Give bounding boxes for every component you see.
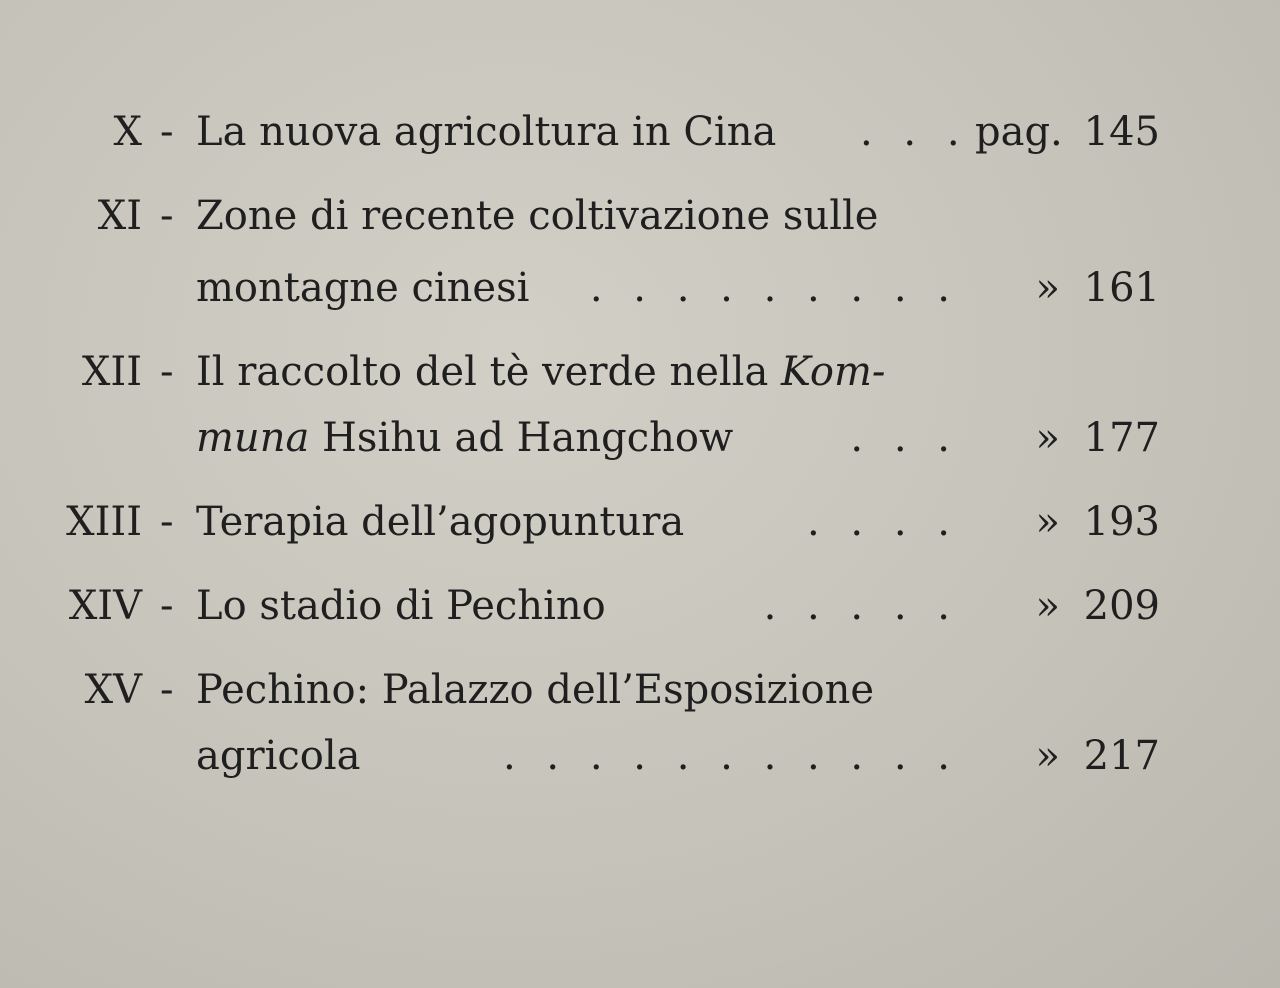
chapter-title-italic: muna (196, 415, 310, 461)
chapter-title: Zone di recente coltivazione sulle (196, 193, 879, 239)
chapter-title (196, 342, 885, 402)
chapter-numeral: XIII (66, 499, 142, 545)
chapter-title-text: Hsihu ad Hangchow (309, 415, 734, 461)
toc-entry-xii-line-2 (0, 408, 1280, 468)
chapter-title-continued: montagne cinesi (196, 265, 530, 311)
dot-leader: . . . . (806, 499, 950, 545)
separator: - (160, 499, 174, 545)
page-number: 209 (1083, 583, 1160, 629)
chapter-numeral: XIV (68, 583, 142, 629)
page-marker: » (1035, 499, 1060, 545)
page-marker: » (1035, 415, 1060, 461)
dot-leader: . . . (850, 415, 950, 461)
chapter-numeral: X (113, 109, 142, 155)
separator: - (160, 667, 174, 713)
toc-entry-xiv (0, 576, 1280, 636)
chapter-numeral: XII (81, 349, 142, 395)
chapter-title-continued (196, 408, 733, 468)
page-number: 217 (1083, 733, 1160, 779)
page-number: 145 (1083, 109, 1160, 155)
dot-leader: . . . (860, 109, 960, 155)
page-marker: pag. (975, 109, 1063, 155)
page-marker: » (1035, 583, 1060, 629)
page-marker: » (1035, 733, 1060, 779)
page-number: 161 (1083, 265, 1160, 311)
toc-entry-xii-line-1 (0, 342, 1280, 402)
toc-entry-xiii (0, 492, 1280, 552)
dot-leader: . . . . . . . . . . . (502, 733, 950, 779)
separator: - (160, 583, 174, 629)
page-marker: » (1035, 265, 1060, 311)
chapter-title: La nuova agricoltura in Cina (196, 109, 777, 155)
chapter-numeral: XV (84, 667, 142, 713)
separator: - (160, 193, 174, 239)
chapter-title-italic: Kom- (781, 349, 886, 395)
chapter-numeral: XI (97, 193, 142, 239)
chapter-title-continued: agricola (196, 733, 361, 779)
chapter-title: Terapia dell’agopuntura (196, 499, 685, 545)
page-number: 177 (1083, 415, 1160, 461)
dot-leader: . . . . . . . . . (589, 265, 950, 311)
page-number: 193 (1083, 499, 1160, 545)
toc-entry-xv-line-2 (0, 726, 1280, 786)
toc-entry-xv-line-1 (0, 660, 1280, 720)
dot-leader: . . . . . (763, 583, 950, 629)
separator: - (160, 109, 174, 155)
chapter-title: Lo stadio di Pechino (196, 583, 606, 629)
toc-entry-xi-line-1 (0, 186, 1280, 246)
toc-entry-xi-line-2 (0, 258, 1280, 318)
chapter-title-text: Il raccolto del tè verde nella (196, 349, 782, 395)
chapter-title: Pechino: Palazzo dell’Esposizione (196, 667, 875, 713)
separator: - (160, 349, 174, 395)
toc-entry-x (0, 102, 1280, 162)
